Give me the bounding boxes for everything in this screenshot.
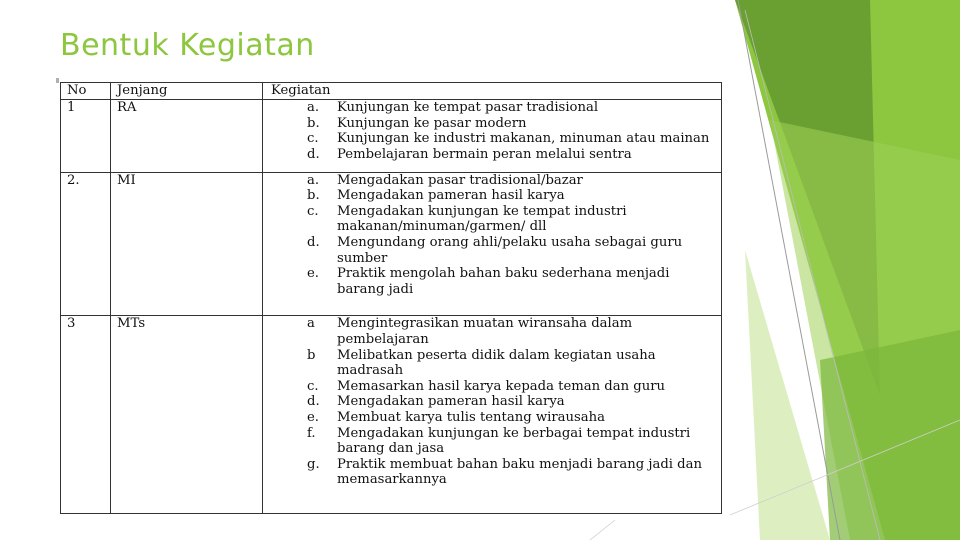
header-no: No [61,83,111,100]
activity-list [263,100,721,162]
header-kegiatan: Kegiatan [263,83,722,100]
cell-jenjang: MI [111,172,263,316]
cell-kegiatan [263,316,722,514]
activity-text: Membuat karya tulis tentang wirausaha [337,410,605,426]
table-row [61,316,722,514]
activity-text: Kunjungan ke tempat pasar tradisional [337,100,599,115]
activity-text: Kunjungan ke industri makanan, minuman atau mainan [337,131,710,147]
cell-no: 2. [61,172,111,316]
activity-letter: f. [307,425,316,441]
cell-jenjang: MTs [111,316,263,514]
activity-text: Melibatkan peserta didik dalam kegiatan usaha madrasah [337,347,656,379]
list-item [263,131,721,147]
activity-letter: e. [307,266,319,282]
activity-letter: d. [307,146,320,162]
activity-list [263,173,721,298]
activity-text: Mengadakan pasar tradisional/bazar [337,172,583,188]
activity-letter: a [307,316,315,332]
facet-line-2 [745,10,880,540]
list-item [263,147,721,163]
table-row [61,172,722,316]
activity-letter: c. [307,203,319,219]
activity-letter: e. [307,410,319,426]
activity-text: Memasarkan hasil karya kepada teman dan guru [337,378,666,394]
activity-letter: c. [307,378,319,394]
activity-text: Pembelajaran bermain peran melalui sentra [337,146,632,162]
activity-letter: c. [307,131,319,147]
activity-text: Mengadakan pameran hasil karya [337,394,565,410]
activity-letter: b. [307,115,320,131]
cell-jenjang: RA [111,100,263,173]
activity-list [263,316,721,488]
header-jenjang: Jenjang [111,83,263,100]
table-row [61,100,722,173]
text-cursor-mark [56,78,59,83]
activity-letter: d. [307,234,320,250]
activity-letter: a. [307,172,320,188]
activity-text: Mengadakan kunjungan ke berbagai tempat industri barang dan jasa [337,425,691,457]
list-item [263,394,721,410]
list-item [263,379,721,395]
facet-light [770,120,960,540]
list-item [263,348,721,379]
activity-letter: g. [307,456,320,472]
activity-text: Praktik mengolah bahan baku sederhana menjadi barang jadi [337,266,670,297]
cell-no: 3 [61,316,111,514]
list-item [263,204,721,235]
list-item [263,426,721,457]
activity-text: Mengadakan kunjungan ke tempat industri makanan/minuman/garmen/ dll [337,203,627,235]
table-header-row [61,83,722,100]
cell-kegiatan [263,172,722,316]
facet-main [735,0,960,540]
activity-text: Mengintegrasikan muatan wiransaha dalam pembelajaran [337,316,633,348]
facet-pale [745,250,830,540]
list-item [263,457,721,488]
activity-text: Mengadakan pameran hasil karya [337,188,565,204]
cell-kegiatan [263,100,722,173]
activity-letter: d. [307,394,320,410]
page-title: Bentuk Kegiatan [60,28,315,63]
list-item [263,188,721,204]
activity-text: Kunjungan ke pasar modern [337,115,527,131]
list-item [263,235,721,266]
activity-letter: b [307,347,316,363]
facet-line-4 [590,520,615,540]
activity-text: Praktik membuat bahan baku menjadi barang jadi dan memasarkannya [337,456,702,488]
facet-line-1 [738,0,840,540]
activity-letter: b. [307,188,320,204]
activities-table [60,82,722,514]
facet-lower [820,330,960,540]
list-item [263,266,721,297]
list-item [263,116,721,132]
cell-no: 1 [61,100,111,173]
activity-text: Mengundang orang ahli/pelaku usaha sebagai guru sumber [337,234,683,266]
list-item [263,100,721,116]
facet-dark [735,0,880,395]
facet-line-3 [730,420,960,515]
list-item [263,173,721,189]
list-item [263,316,721,347]
activity-letter: a. [307,100,320,115]
list-item [263,410,721,426]
